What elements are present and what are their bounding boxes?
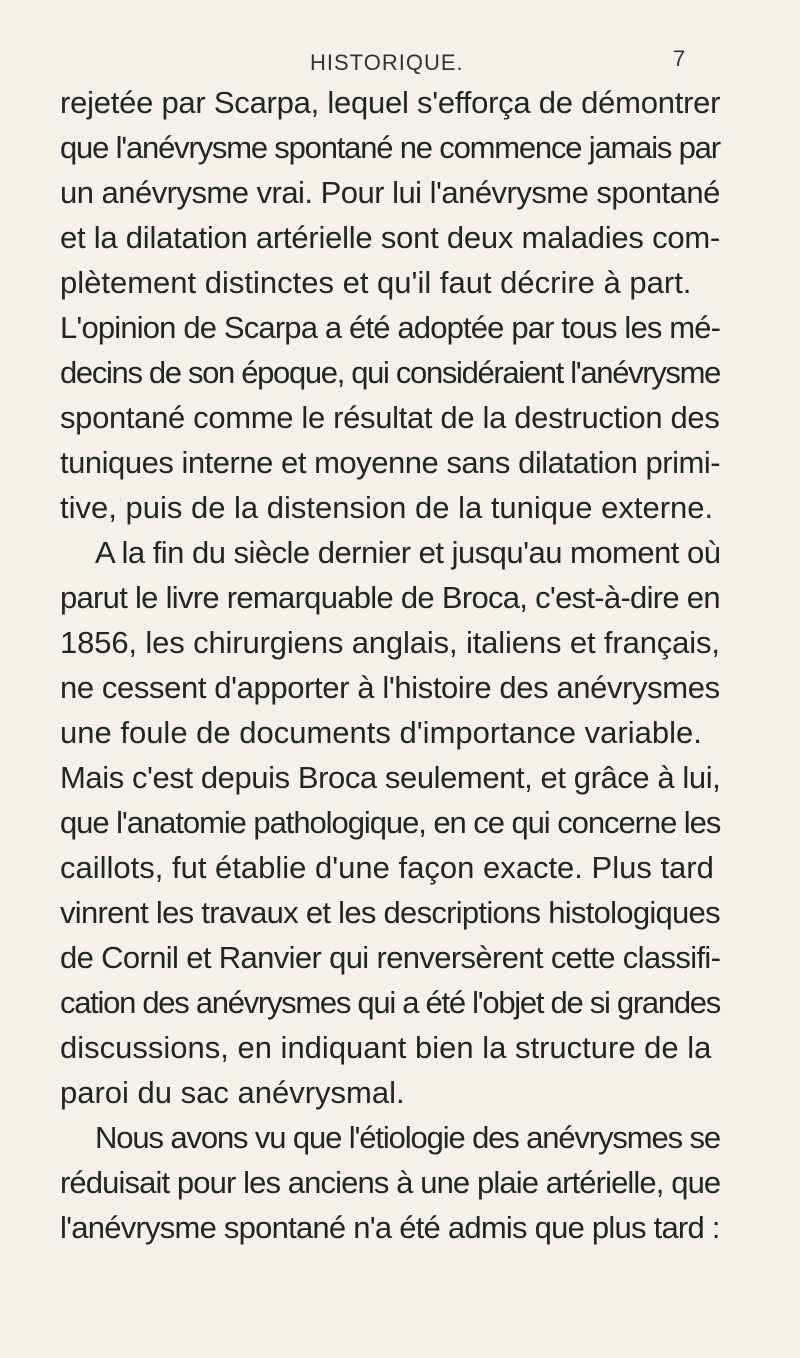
text-line: Nous avons vu que l'étiologie des anévrysmes se: [95, 1120, 720, 1155]
text-line: 1856, les chirurgiens anglais, italiens et français,: [60, 625, 720, 660]
text-line: spontané comme le résultat de la destruction des: [60, 400, 720, 435]
text-line: A la fin du siècle dernier et jusqu'au moment où: [95, 535, 721, 570]
text-line: paroi du sac anévrysmal.: [60, 1075, 405, 1110]
text-line: de Cornil et Ranvier qui renversèrent cette classifi-: [60, 940, 721, 975]
text-line: que l'anévrysme spontané ne commence jamais par: [60, 130, 720, 165]
text-line: cation des anévrysmes qui a été l'objet de si grandes: [60, 985, 720, 1020]
text-line: un anévrysme vrai. Pour lui l'anévrysme spontané: [60, 175, 720, 210]
running-head: HISTORIQUE.: [310, 50, 464, 75]
text-line: Mais c'est depuis Broca seulement, et grâce à lui,: [60, 760, 721, 795]
text-line: que l'anatomie pathologique, en ce qui concerne les: [60, 805, 721, 840]
text-line: caillots, fut établie d'une façon exacte. Plus tard: [60, 850, 714, 885]
text-line: decins de son époque, qui considéraient l'anévrysme: [60, 355, 720, 390]
text-line: parut le livre remarquable de Broca, c'est-à-dire en: [60, 580, 720, 615]
text-line: une foule de documents d'importance variable.: [60, 715, 702, 750]
text-line: réduisait pour les anciens à une plaie artérielle, que: [60, 1165, 721, 1200]
text-line: L'opinion de Scarpa a été adoptée par tous les mé-: [60, 310, 721, 345]
text-line: ne cessent d'apporter à l'histoire des anévrysmes: [60, 670, 720, 705]
text-line: tuniques interne et moyenne sans dilatation primi-: [60, 445, 721, 480]
text-line: plètement distinctes et qu'il faut décrire à part.: [60, 265, 692, 300]
page-number: 7: [673, 46, 686, 71]
text-line: discussions, en indiquant bien la structure de la: [60, 1030, 712, 1065]
text-line: tive, puis de la distension de la tunique externe.: [60, 490, 714, 525]
text-line: rejetée par Scarpa, lequel s'efforça de démontrer: [60, 85, 721, 120]
text-line: vinrent les travaux et les descriptions histologiques: [60, 895, 720, 930]
text-line: l'anévrysme spontané n'a été admis que plus tard :: [60, 1210, 720, 1245]
text-line: et la dilatation artérielle sont deux maladies com-: [60, 220, 721, 255]
